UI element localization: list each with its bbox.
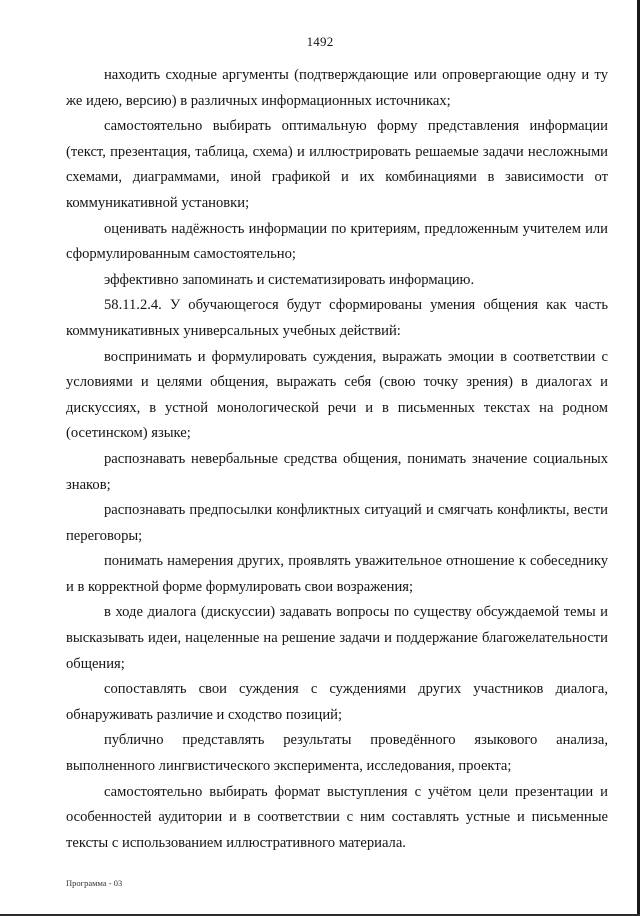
paragraph: самостоятельно выбирать оптимальную форму представления информации (текст, презентация, таблица, схема) и иллюстрировать решаемые задачи несложными схемами, диаграммами, иной графикой и их комбинациями в зависимости от коммуникативной установки; bbox=[66, 118, 608, 211]
paragraph: воспринимать и формулировать суждения, выражать эмоции в соответствии с условиями и целями общения, выражать себя (свою точку зрения) в диалогах и дискуссиях, в устной монологической речи и в письменных текстах на родном (осетинском) языке; bbox=[66, 348, 608, 442]
paragraph: распознавать невербальные средства общения, понимать значение социальных знаков; bbox=[66, 450, 608, 493]
paragraph: самостоятельно выбирать формат выступления с учётом цели презентации и особенностей аудитории и в соответствии с ним составлять устные и письменные тексты с использованием иллюстративного материала. bbox=[66, 783, 608, 851]
paragraph: в ходе диалога (дискуссии) задавать вопросы по существу обсуждаемой темы и высказывать идеи, нацеленные на решение задачи и поддержание благожелательности общения; bbox=[66, 604, 608, 672]
paragraph: понимать намерения других, проявлять уважительное отношение к собеседнику и в корректной форме формулировать свои возражения; bbox=[66, 553, 608, 595]
paragraph: находить сходные аргументы (подтверждающие или опровергающие одну и ту же идею, версию) в различных информационных источниках; bbox=[66, 67, 608, 109]
paragraph: сопоставлять свои суждения с суждениями других участников диалога, обнаруживать различие и сходство позиций; bbox=[66, 681, 608, 723]
paragraph: оценивать надёжность информации по критериям, предложенным учителем или сформулированным самостоятельно; bbox=[66, 220, 608, 263]
paragraph: распознавать предпосылки конфликтных ситуаций и смягчать конфликты, вести переговоры; bbox=[66, 502, 608, 544]
section-paragraph: 58.11.2.4. У обучающегося будут сформированы умения общения как часть коммуникативных универсальных учебных действий: bbox=[66, 297, 608, 339]
page-number: 1492 bbox=[306, 34, 334, 49]
paragraph: публично представлять результаты проведённого языкового анализа, выполненного лингвистического эксперимента, исследования, проекта; bbox=[66, 732, 608, 775]
footer-label: Программа - 03 bbox=[66, 878, 123, 888]
paragraph: эффективно запоминать и систематизировать информацию. bbox=[104, 271, 475, 288]
document-body bbox=[66, 63, 608, 856]
